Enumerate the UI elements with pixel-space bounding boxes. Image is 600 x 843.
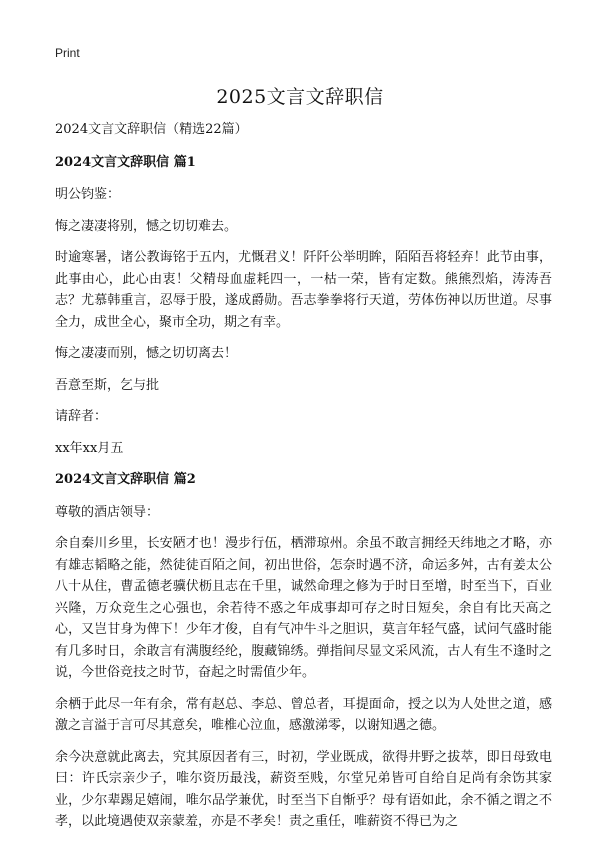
paragraph: 悔之凄凄将别，憾之切切难去。 — [55, 218, 238, 234]
paragraph: 余今决意就此离去，究其原因者有三，时初，学业既成，欲得井野之拔萃，即日母致电曰：许氏宗亲少子，唯尔资历最浅，薪资至贱，尔堂兄弟皆可自给自足尚有余饬其家业，少尔辈踢足嬉闹，唯尔品学兼优，时至当下自惭乎？母有语如此，余不循之谓之不孝，以此境遇使双亲蒙羞，亦是不孝矣！责之重任，唯薪资不得已为之 — [55, 749, 552, 829]
document-body — [55, 119, 552, 843]
paragraph: 吾意至斯，乞与批 — [55, 377, 160, 393]
salutation: 明公钧鉴： — [55, 187, 121, 202]
document-subtitle: 2024文言文辞职信（精选22篇） — [55, 122, 248, 137]
section-heading: 2024文言文辞职信 篇2 — [55, 472, 196, 487]
paragraph: 余自秦川乡里，长安陋才也！漫步行伍，栖滞琼州。余虽不敢言拥经天纬地之才略，亦有雄志韬略之能，然徒徒百陌之间，初出世俗，怎奈时遇不济，命运多舛，古有姜太公八十从住，曹孟德老骥伏枥且志在千里，诚然命理之修为于时日至增，时至当下，百业兴隆，万众竞生之心强也，余若待不惑之年成事却可存之时日短矣，余自有比天高之心，又岂甘身为俾下！少年才俊，自有气冲牛斗之胆识，莫言年轻气盛，试问气盛时能有几多时日，余敢言有满腹经纶，腹藏锦绣。弹指间尽显文采风流，古人有生不逢时之说，今世俗竞技之时节，奋起之时需值少年。 — [55, 536, 552, 680]
paragraph: 时逾寒暑，诸公教诲铭于五内，尤慨君义！阡阡公举明眸，陌陌吾将轻弃！此节由事，此事由心，此心由衷！父精母血虚耗四一，一枯一荣，皆有定数。熊熊烈焰，涛涛吾志？尤慕韩重言，忍辱于股，遂成爵勋。吾志拳拳将行天道，劳体伤神以历世道。尽事全力，成世全心，聚市全功，期之有幸。 — [55, 250, 552, 330]
salutation: 尊敬的酒店领导： — [55, 504, 160, 520]
paragraph: 悔之凄凄而别，憾之切切离去！ — [55, 346, 238, 361]
paragraph: 余栖于此尽一年有余，常有赵总、李总、曾总者，耳提面命，授之以为人处世之道，感激之言溢于言可尽其意矣，唯椎心泣血，感激涕零，以谢知遇之德。 — [55, 696, 552, 733]
page-title: 2025文言文辞职信 — [216, 86, 384, 108]
section-heading: 2024文言文辞职信 篇1 — [55, 154, 196, 170]
signature-label: 请辞者： — [55, 409, 108, 424]
print-link[interactable]: Print — [55, 46, 80, 60]
date-line: xx年xx月五 — [55, 440, 124, 456]
